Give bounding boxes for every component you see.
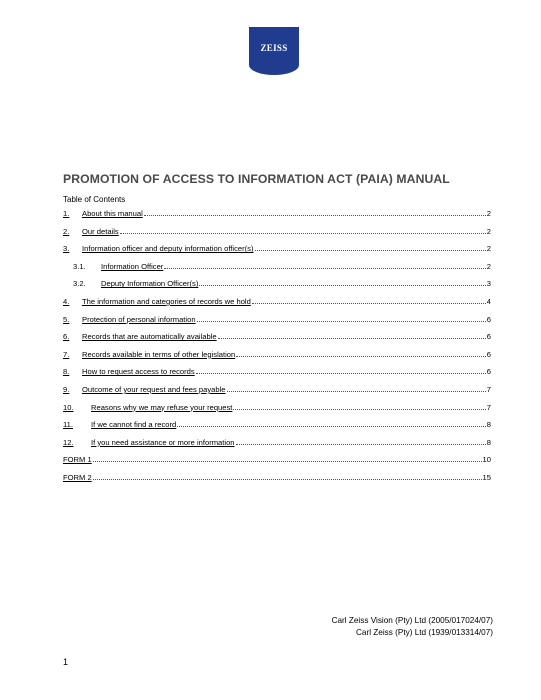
toc-page: 2 bbox=[486, 244, 491, 254]
toc-entry-3[interactable] bbox=[63, 244, 491, 262]
toc-link[interactable]: Records that are automatically available bbox=[82, 332, 217, 342]
toc-link[interactable]: Information Officer bbox=[101, 261, 164, 271]
toc-link[interactable]: Information officer and deputy information officer(s) bbox=[82, 244, 254, 254]
toc-link[interactable]: About this manual bbox=[82, 209, 143, 218]
toc-leader bbox=[236, 350, 486, 357]
toc-page: 7 bbox=[486, 384, 491, 394]
logo-text: ZEISS bbox=[260, 43, 288, 53]
toc-link[interactable]: The information and categories of records we hold bbox=[82, 296, 251, 306]
toc-leader bbox=[255, 244, 486, 251]
table-of-contents bbox=[63, 209, 491, 491]
toc-page: 4 bbox=[486, 296, 491, 306]
toc-leader bbox=[227, 385, 486, 392]
toc-entry-4[interactable] bbox=[63, 297, 491, 315]
toc-number: 1. bbox=[63, 209, 70, 218]
toc-leader bbox=[196, 367, 486, 374]
toc-number: 3.1. bbox=[73, 261, 86, 271]
toc-entry-8[interactable] bbox=[63, 367, 491, 385]
toc-entry-7[interactable] bbox=[63, 350, 491, 368]
toc-leader bbox=[218, 332, 486, 339]
toc-link[interactable]: FORM 1 bbox=[63, 455, 92, 465]
toc-page: 2 bbox=[486, 209, 491, 218]
toc-leader bbox=[93, 455, 482, 462]
toc-number: 9. bbox=[63, 384, 70, 394]
toc-entry-6[interactable] bbox=[63, 332, 491, 350]
toc-number: 8. bbox=[63, 367, 70, 377]
toc-link[interactable]: Our details bbox=[82, 226, 119, 236]
toc-leader bbox=[197, 315, 486, 322]
toc-number: 6. bbox=[63, 332, 70, 342]
company-footer bbox=[332, 615, 493, 639]
toc-leader bbox=[144, 209, 486, 216]
toc-leader bbox=[164, 262, 485, 269]
toc-link[interactable]: If you need assistance or more information bbox=[91, 437, 235, 447]
toc-page: 6 bbox=[486, 332, 491, 342]
toc-link[interactable]: Records available in terms of other legislation bbox=[82, 349, 236, 359]
footer-line-1: Carl Zeiss Vision (Pty) Ltd (2005/017024/07) bbox=[331, 616, 493, 625]
toc-page: 6 bbox=[486, 349, 491, 359]
toc-entry-12[interactable] bbox=[63, 438, 491, 456]
toc-page: 2 bbox=[486, 226, 491, 236]
toc-entry-form-1[interactable] bbox=[63, 455, 491, 473]
page-number: 1 bbox=[63, 657, 69, 667]
toc-number: 3.2. bbox=[73, 279, 86, 289]
toc-link[interactable]: If we cannot find a record bbox=[91, 420, 177, 430]
toc-leader bbox=[93, 473, 482, 480]
toc-number: 2. bbox=[63, 226, 70, 236]
toc-page: 2 bbox=[486, 261, 491, 271]
toc-link[interactable]: How to request access to records bbox=[82, 367, 195, 377]
toc-leader bbox=[252, 297, 486, 304]
toc-link[interactable]: FORM 2 bbox=[63, 472, 92, 482]
toc-number: 5. bbox=[63, 314, 70, 324]
toc-entry-3-2[interactable] bbox=[63, 279, 491, 297]
toc-number: 12. bbox=[63, 437, 74, 447]
toc-number: 3. bbox=[63, 244, 70, 254]
toc-page: 15 bbox=[482, 472, 491, 482]
toc-leader bbox=[233, 403, 485, 410]
toc-entry-5[interactable] bbox=[63, 315, 491, 333]
toc-number: 10. bbox=[63, 402, 74, 412]
toc-page: 3 bbox=[486, 279, 491, 289]
toc-number: 11. bbox=[63, 420, 73, 430]
toc-link[interactable]: Deputy Information Officer(s) bbox=[101, 279, 199, 289]
toc-leader bbox=[236, 438, 486, 445]
zeiss-logo bbox=[249, 27, 299, 75]
toc-page: 6 bbox=[486, 367, 491, 377]
toc-heading: Table of Contents bbox=[63, 195, 126, 204]
toc-number: 4. bbox=[63, 296, 70, 306]
toc-entry-10[interactable] bbox=[63, 403, 491, 421]
toc-link[interactable]: Protection of personal information bbox=[82, 314, 196, 324]
toc-entry-form-2[interactable] bbox=[63, 473, 491, 491]
toc-page: 10 bbox=[482, 455, 491, 465]
document-title: PROMOTION OF ACCESS TO INFORMATION ACT (PAIA) MANUAL bbox=[63, 172, 450, 186]
toc-entry-1[interactable] bbox=[63, 209, 491, 227]
toc-leader bbox=[199, 279, 485, 286]
toc-page: 8 bbox=[486, 420, 491, 430]
toc-leader bbox=[177, 420, 485, 427]
toc-number: 7. bbox=[63, 349, 70, 359]
toc-entry-9[interactable] bbox=[63, 385, 491, 403]
footer-line-2: Carl Zeiss (Pty) Ltd (1939/013314/07) bbox=[356, 628, 493, 637]
toc-link[interactable]: Outcome of your request and fees payable bbox=[82, 384, 226, 394]
toc-entry-11[interactable] bbox=[63, 420, 491, 438]
toc-link[interactable]: Reasons why we may refuse your request bbox=[91, 402, 233, 412]
toc-page: 6 bbox=[486, 314, 491, 324]
toc-entry-2[interactable] bbox=[63, 227, 491, 245]
toc-page: 7 bbox=[486, 402, 491, 412]
toc-entry-3-1[interactable] bbox=[63, 262, 491, 280]
toc-leader bbox=[120, 227, 486, 234]
toc-page: 8 bbox=[486, 437, 491, 447]
